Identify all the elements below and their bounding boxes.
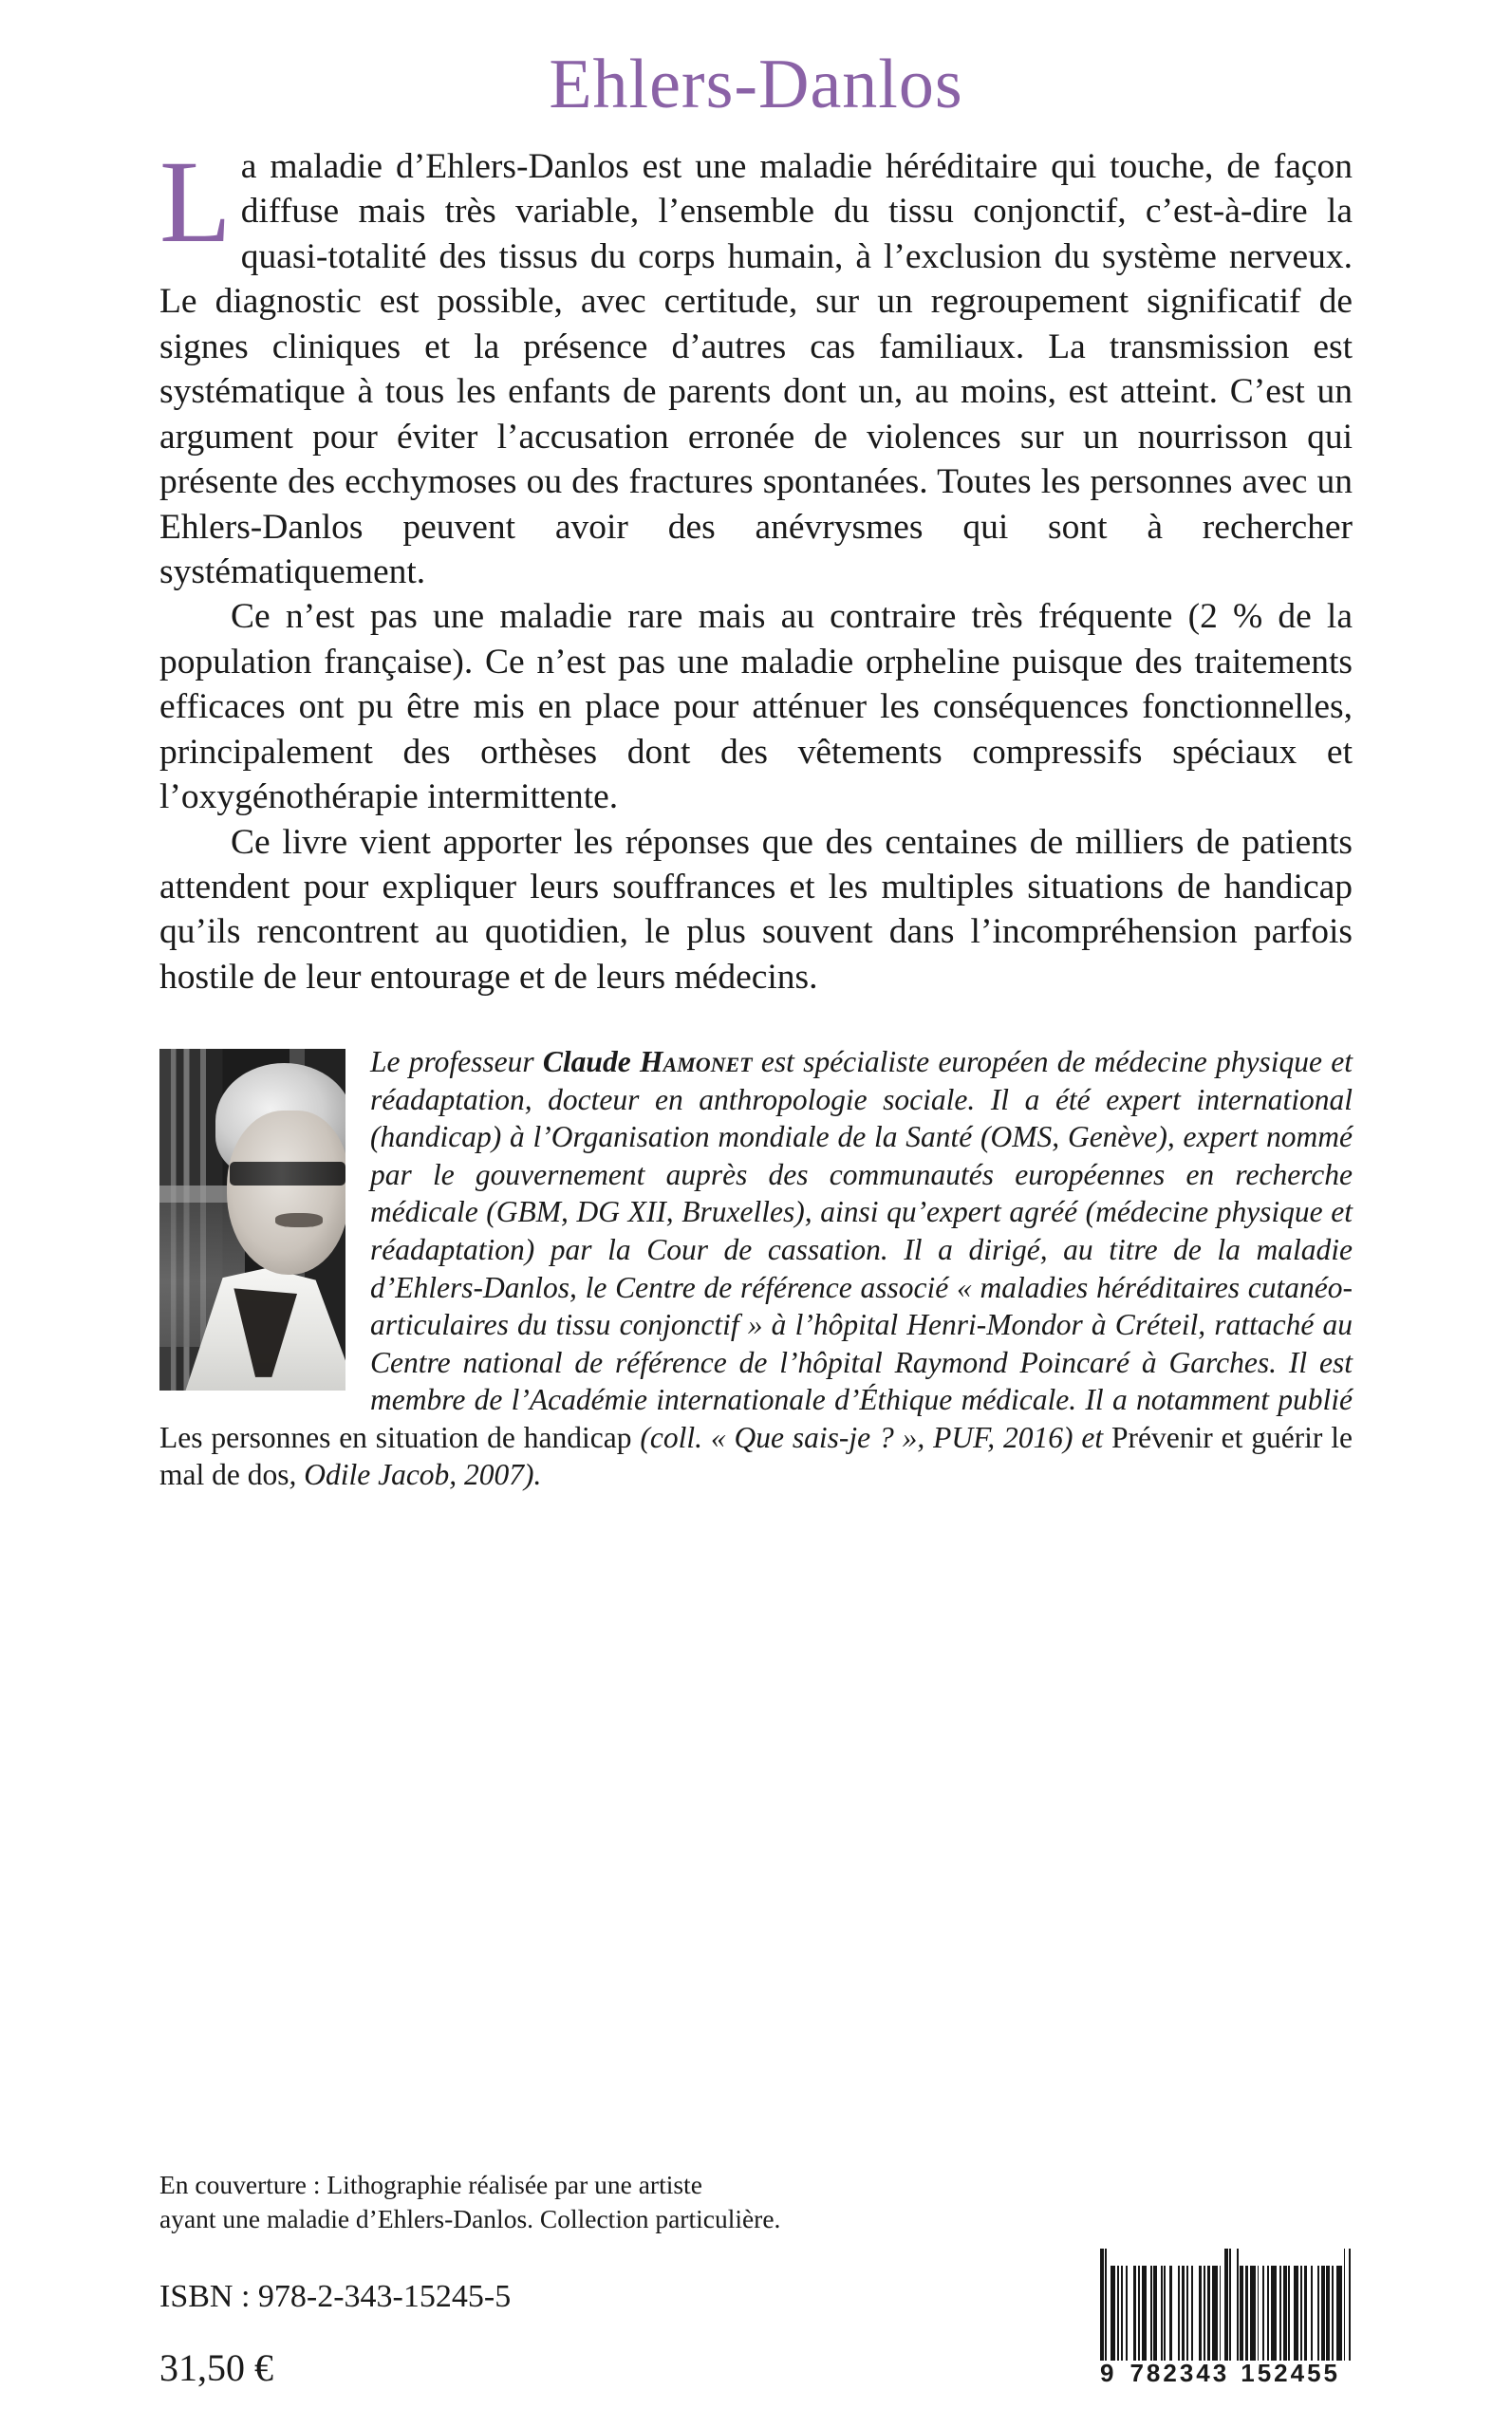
bio-segment-3: (coll. « Que sais-je ? », PUF, 2016) — [631, 1420, 1082, 1454]
isbn-text: ISBN : 978-2-343-15245-5 — [159, 2278, 512, 2314]
photo-mouth — [275, 1213, 324, 1226]
barcode-digits — [1100, 2359, 1353, 2388]
bio-segment-2: est spécialiste européen de médecine physique et réadaptation, docteur en anthropologie sociale. Il a été expert international (handicap) à l’Organisation mondiale de la Santé (OMS, Genève), expert nommé par le gouvernement auprès des communautés européennes en recherche médicale (GBM, DG XII, Bruxelles), ainsi qu’expert agréé (médecine physique et réadaptation) par la Cour de cassation. Il a dirigé, au titre de la maladie d’Ehlers-Danlos, le Centre de référence associé « maladies héréditaires cutanéo-articulaires du tissu conjonctif » à l’hôpital Henri-Mondor à Créteil, rattaché au Centre national de référence de l’hôpital Raymond Poincaré à Garches. Il est membre de l’Académie internationale d’Éthique médicale. Il a notamment publié — [370, 1045, 1353, 1417]
barcode — [1100, 2249, 1353, 2388]
blurb-paragraph-1-text: a maladie d’Ehlers-Danlos est une maladie héréditaire qui touche, de façon diffuse mais très variable, l’ensemble du tissu conjonctif, c’est-à-dire la quasi-totalité des tissus du corps humain, à l’exclusion du système nerveux. Le diagnostic est possible, avec certitude, sur un regroupement significatif de signes cliniques et la présence d’autres cas familiaux. La transmission est systématique à tous les enfants de parents dont un, au moins, est atteint. C’est un argument pour éviter l’accusation erronée de violences sur un nourrisson qui présente des ecchymoses ou des fractures spontanées. Toutes les personnes avec un Ehlers-Danlos peuvent avoir des anévrysmes qui sont à rechercher systématiquement. — [159, 147, 1353, 591]
author-first-name: Claude — [542, 1045, 640, 1079]
cover-credit-line-2: ayant une maladie d’Ehlers-Danlos. Collection particulière. — [159, 2204, 781, 2234]
cited-book-title-2: Prévenir et guérir le mal de dos — [159, 1420, 1353, 1492]
photo-face — [227, 1111, 345, 1275]
blurb-paragraph-1 — [159, 137, 1353, 594]
price-text: 31,50 € — [159, 2345, 273, 2389]
bio-segment-4: et — [1081, 1420, 1111, 1454]
barcode-bars — [1100, 2249, 1353, 2361]
barcode-group-1: 782343 — [1129, 2359, 1230, 2387]
author-portrait-photo — [159, 1049, 345, 1391]
blurb-paragraph-2: Ce n’est pas une maladie rare mais au contraire très fréquente (2 % de la population française). Ce n’est pas une maladie orpheline puisque des traitements efficaces ont pu être mis en place pour atténuer les conséquences fonctionnelles, principalement des orthèses dont des vêtements compressifs spéciaux et l’oxygénothérapie intermittente. — [159, 597, 1353, 817]
cover-credit — [159, 2155, 1353, 2237]
barcode-group-2: 152455 — [1241, 2359, 1340, 2387]
author-last-name: Hamonet — [639, 1045, 753, 1079]
cited-book-title-1: Les personnes en situation de handicap — [159, 1420, 632, 1454]
footer — [159, 2155, 1353, 2409]
cover-credit-line-1: En couverture : Lithographie réalisée par une artiste — [159, 2170, 702, 2199]
blurb-paragraph-3: Ce livre vient apporter les réponses que des centaines de milliers de patients attendent pour expliquer leurs souffrances et les multiples situations de handicap qu’ils rencontrent au quotidien, le plus souvent dans l’incompréhension parfois hostile de leur entourage et de leurs médecins. — [159, 822, 1353, 997]
barcode-lead-digit: 9 — [1100, 2359, 1117, 2387]
drop-cap-letter: L — [159, 137, 232, 267]
author-biography — [159, 1043, 1353, 1493]
bio-segment-5: , Odile Jacob, 2007). — [289, 1458, 542, 1492]
barcode-space — [1351, 2249, 1353, 2361]
page-title: Ehlers-Danlos — [549, 46, 963, 123]
blurb-text-block — [159, 137, 1353, 999]
photo-glasses — [230, 1162, 345, 1186]
bio-segment-1: Le professeur — [370, 1045, 543, 1079]
